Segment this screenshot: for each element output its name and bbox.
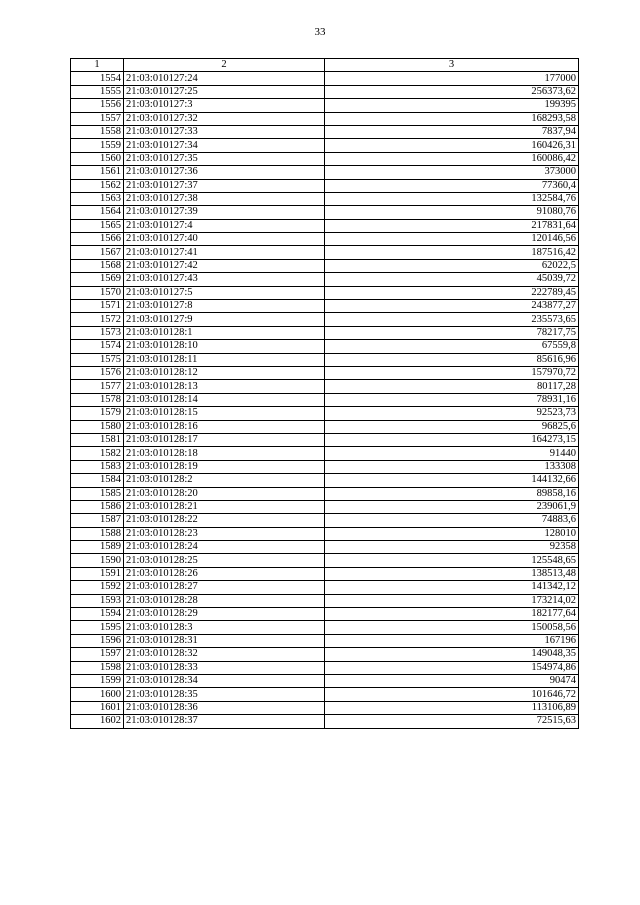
cadastral-number-cell: 21:03:010128:26 bbox=[124, 567, 325, 580]
row-number-cell: 1560 bbox=[71, 152, 124, 165]
value-cell: 160426,31 bbox=[325, 139, 579, 152]
table-row bbox=[71, 353, 579, 366]
table-row bbox=[71, 393, 579, 406]
cadastral-number-cell: 21:03:010128:3 bbox=[124, 621, 325, 634]
table-row bbox=[71, 340, 579, 353]
row-number-cell: 1565 bbox=[71, 219, 124, 232]
table-row bbox=[71, 219, 579, 232]
row-number-cell: 1564 bbox=[71, 206, 124, 219]
table-body bbox=[71, 72, 579, 728]
value-cell: 256373,62 bbox=[325, 85, 579, 98]
cadastral-number-cell: 21:03:010127:24 bbox=[124, 72, 325, 85]
table-row bbox=[71, 192, 579, 205]
cadastral-number-cell: 21:03:010128:35 bbox=[124, 688, 325, 701]
value-cell: 138513,48 bbox=[325, 567, 579, 580]
table-row bbox=[71, 460, 579, 473]
cadastral-number-cell: 21:03:010128:18 bbox=[124, 447, 325, 460]
cadastral-number-cell: 21:03:010128:10 bbox=[124, 340, 325, 353]
cadastral-number-cell: 21:03:010127:4 bbox=[124, 219, 325, 232]
cadastral-number-cell: 21:03:010127:37 bbox=[124, 179, 325, 192]
value-cell: 235573,65 bbox=[325, 313, 579, 326]
land-plot-table bbox=[70, 58, 579, 729]
cadastral-number-cell: 21:03:010128:2 bbox=[124, 474, 325, 487]
value-cell: 182177,64 bbox=[325, 608, 579, 621]
table-row bbox=[71, 567, 579, 580]
cadastral-number-cell: 21:03:010128:13 bbox=[124, 380, 325, 393]
value-cell: 101646,72 bbox=[325, 688, 579, 701]
value-cell: 113106,89 bbox=[325, 701, 579, 714]
row-number-cell: 1584 bbox=[71, 474, 124, 487]
cadastral-number-cell: 21:03:010127:25 bbox=[124, 85, 325, 98]
table-row bbox=[71, 99, 579, 112]
cadastral-number-cell: 21:03:010127:40 bbox=[124, 233, 325, 246]
row-number-cell: 1571 bbox=[71, 300, 124, 313]
value-cell: 222789,45 bbox=[325, 286, 579, 299]
column-header-3: 3 bbox=[325, 59, 579, 72]
row-number-cell: 1555 bbox=[71, 85, 124, 98]
value-cell: 133308 bbox=[325, 460, 579, 473]
value-cell: 92358 bbox=[325, 541, 579, 554]
table-row bbox=[71, 366, 579, 379]
row-number-cell: 1567 bbox=[71, 246, 124, 259]
cadastral-number-cell: 21:03:010128:15 bbox=[124, 407, 325, 420]
table-row bbox=[71, 581, 579, 594]
value-cell: 141342,12 bbox=[325, 581, 579, 594]
value-cell: 45039,72 bbox=[325, 273, 579, 286]
cadastral-number-cell: 21:03:010128:14 bbox=[124, 393, 325, 406]
row-number-cell: 1573 bbox=[71, 326, 124, 339]
cadastral-number-cell: 21:03:010128:36 bbox=[124, 701, 325, 714]
table-row bbox=[71, 206, 579, 219]
value-cell: 132584,76 bbox=[325, 192, 579, 205]
table-row bbox=[71, 514, 579, 527]
row-number-cell: 1598 bbox=[71, 661, 124, 674]
table-row bbox=[71, 166, 579, 179]
row-number-cell: 1591 bbox=[71, 567, 124, 580]
table-row bbox=[71, 300, 579, 313]
table-row bbox=[71, 594, 579, 607]
row-number-cell: 1599 bbox=[71, 674, 124, 687]
row-number-cell: 1582 bbox=[71, 447, 124, 460]
cadastral-number-cell: 21:03:010127:42 bbox=[124, 259, 325, 272]
value-cell: 173214,02 bbox=[325, 594, 579, 607]
value-cell: 187516,42 bbox=[325, 246, 579, 259]
cadastral-number-cell: 21:03:010128:1 bbox=[124, 326, 325, 339]
value-cell: 239061,9 bbox=[325, 500, 579, 513]
table-row bbox=[71, 474, 579, 487]
table-row bbox=[71, 139, 579, 152]
column-header-1: 1 bbox=[71, 59, 124, 72]
row-number-cell: 1559 bbox=[71, 139, 124, 152]
value-cell: 91080,76 bbox=[325, 206, 579, 219]
table-row bbox=[71, 674, 579, 687]
value-cell: 177000 bbox=[325, 72, 579, 85]
value-cell: 67559,8 bbox=[325, 340, 579, 353]
row-number-cell: 1589 bbox=[71, 541, 124, 554]
cadastral-number-cell: 21:03:010127:38 bbox=[124, 192, 325, 205]
table-row bbox=[71, 527, 579, 540]
value-cell: 199395 bbox=[325, 99, 579, 112]
row-number-cell: 1562 bbox=[71, 179, 124, 192]
cadastral-number-cell: 21:03:010127:3 bbox=[124, 99, 325, 112]
table-row bbox=[71, 112, 579, 125]
row-number-cell: 1574 bbox=[71, 340, 124, 353]
table-row bbox=[71, 487, 579, 500]
value-cell: 72515,63 bbox=[325, 715, 579, 728]
value-cell: 85616,96 bbox=[325, 353, 579, 366]
row-number-cell: 1585 bbox=[71, 487, 124, 500]
cadastral-number-cell: 21:03:010127:41 bbox=[124, 246, 325, 259]
row-number-cell: 1581 bbox=[71, 433, 124, 446]
cadastral-number-cell: 21:03:010128:28 bbox=[124, 594, 325, 607]
table-row bbox=[71, 72, 579, 85]
table-row bbox=[71, 608, 579, 621]
row-number-cell: 1579 bbox=[71, 407, 124, 420]
table-row bbox=[71, 313, 579, 326]
value-cell: 217831,64 bbox=[325, 219, 579, 232]
table-row bbox=[71, 715, 579, 728]
table-row bbox=[71, 621, 579, 634]
table-row bbox=[71, 648, 579, 661]
cadastral-number-cell: 21:03:010128:24 bbox=[124, 541, 325, 554]
cadastral-number-cell: 21:03:010127:9 bbox=[124, 313, 325, 326]
row-number-cell: 1590 bbox=[71, 554, 124, 567]
table-row bbox=[71, 273, 579, 286]
row-number-cell: 1580 bbox=[71, 420, 124, 433]
cadastral-number-cell: 21:03:010128:23 bbox=[124, 527, 325, 540]
cadastral-number-cell: 21:03:010127:36 bbox=[124, 166, 325, 179]
value-cell: 167196 bbox=[325, 634, 579, 647]
value-cell: 154974,86 bbox=[325, 661, 579, 674]
cadastral-number-cell: 21:03:010127:43 bbox=[124, 273, 325, 286]
value-cell: 77360,4 bbox=[325, 179, 579, 192]
table-row bbox=[71, 152, 579, 165]
table-row bbox=[71, 634, 579, 647]
row-number-cell: 1597 bbox=[71, 648, 124, 661]
row-number-cell: 1576 bbox=[71, 366, 124, 379]
cadastral-number-cell: 21:03:010128:27 bbox=[124, 581, 325, 594]
table-row bbox=[71, 85, 579, 98]
value-cell: 144132,66 bbox=[325, 474, 579, 487]
value-cell: 128010 bbox=[325, 527, 579, 540]
value-cell: 90474 bbox=[325, 674, 579, 687]
cadastral-number-cell: 21:03:010128:21 bbox=[124, 500, 325, 513]
row-number-cell: 1557 bbox=[71, 112, 124, 125]
table-row bbox=[71, 447, 579, 460]
table-row bbox=[71, 246, 579, 259]
value-cell: 78931,16 bbox=[325, 393, 579, 406]
row-number-cell: 1586 bbox=[71, 500, 124, 513]
cadastral-number-cell: 21:03:010128:17 bbox=[124, 433, 325, 446]
value-cell: 92523,73 bbox=[325, 407, 579, 420]
cadastral-number-cell: 21:03:010128:31 bbox=[124, 634, 325, 647]
page-number: 33 bbox=[314, 26, 326, 38]
cadastral-number-cell: 21:03:010127:33 bbox=[124, 125, 325, 138]
row-number-cell: 1572 bbox=[71, 313, 124, 326]
row-number-cell: 1588 bbox=[71, 527, 124, 540]
value-cell: 157970,72 bbox=[325, 366, 579, 379]
table-row bbox=[71, 433, 579, 446]
value-cell: 62022,5 bbox=[325, 259, 579, 272]
row-number-cell: 1563 bbox=[71, 192, 124, 205]
table-row bbox=[71, 380, 579, 393]
row-number-cell: 1570 bbox=[71, 286, 124, 299]
cadastral-number-cell: 21:03:010127:32 bbox=[124, 112, 325, 125]
value-cell: 96825,6 bbox=[325, 420, 579, 433]
row-number-cell: 1577 bbox=[71, 380, 124, 393]
value-cell: 120146,56 bbox=[325, 233, 579, 246]
cadastral-number-cell: 21:03:010128:20 bbox=[124, 487, 325, 500]
table-row bbox=[71, 500, 579, 513]
value-cell: 80117,28 bbox=[325, 380, 579, 393]
table-row bbox=[71, 541, 579, 554]
table-row bbox=[71, 233, 579, 246]
cadastral-number-cell: 21:03:010128:11 bbox=[124, 353, 325, 366]
table-row bbox=[71, 420, 579, 433]
row-number-cell: 1601 bbox=[71, 701, 124, 714]
value-cell: 373000 bbox=[325, 166, 579, 179]
cadastral-number-cell: 21:03:010128:34 bbox=[124, 674, 325, 687]
cadastral-number-cell: 21:03:010128:19 bbox=[124, 460, 325, 473]
table-row bbox=[71, 688, 579, 701]
table-row bbox=[71, 701, 579, 714]
cadastral-number-cell: 21:03:010128:37 bbox=[124, 715, 325, 728]
row-number-cell: 1558 bbox=[71, 125, 124, 138]
cadastral-number-cell: 21:03:010127:34 bbox=[124, 139, 325, 152]
row-number-cell: 1595 bbox=[71, 621, 124, 634]
value-cell: 78217,75 bbox=[325, 326, 579, 339]
value-cell: 164273,15 bbox=[325, 433, 579, 446]
row-number-cell: 1566 bbox=[71, 233, 124, 246]
row-number-cell: 1561 bbox=[71, 166, 124, 179]
row-number-cell: 1569 bbox=[71, 273, 124, 286]
cadastral-number-cell: 21:03:010128:16 bbox=[124, 420, 325, 433]
row-number-cell: 1593 bbox=[71, 594, 124, 607]
table-row bbox=[71, 259, 579, 272]
row-number-cell: 1592 bbox=[71, 581, 124, 594]
row-number-cell: 1587 bbox=[71, 514, 124, 527]
value-cell: 74883,6 bbox=[325, 514, 579, 527]
table-row bbox=[71, 661, 579, 674]
table-row bbox=[71, 179, 579, 192]
cadastral-number-cell: 21:03:010128:25 bbox=[124, 554, 325, 567]
cadastral-number-cell: 21:03:010128:22 bbox=[124, 514, 325, 527]
row-number-cell: 1578 bbox=[71, 393, 124, 406]
value-cell: 168293,58 bbox=[325, 112, 579, 125]
value-cell: 89858,16 bbox=[325, 487, 579, 500]
table-row bbox=[71, 326, 579, 339]
table-row bbox=[71, 407, 579, 420]
cadastral-number-cell: 21:03:010127:39 bbox=[124, 206, 325, 219]
cadastral-number-cell: 21:03:010128:32 bbox=[124, 648, 325, 661]
value-cell: 7837,94 bbox=[325, 125, 579, 138]
cadastral-number-cell: 21:03:010128:33 bbox=[124, 661, 325, 674]
value-cell: 160086,42 bbox=[325, 152, 579, 165]
row-number-cell: 1602 bbox=[71, 715, 124, 728]
cadastral-number-cell: 21:03:010128:29 bbox=[124, 608, 325, 621]
cadastral-number-cell: 21:03:010128:12 bbox=[124, 366, 325, 379]
row-number-cell: 1568 bbox=[71, 259, 124, 272]
table-row bbox=[71, 125, 579, 138]
table-header-row bbox=[71, 59, 579, 72]
cadastral-number-cell: 21:03:010127:8 bbox=[124, 300, 325, 313]
table-row bbox=[71, 554, 579, 567]
cadastral-number-cell: 21:03:010127:35 bbox=[124, 152, 325, 165]
value-cell: 150058,56 bbox=[325, 621, 579, 634]
row-number-cell: 1596 bbox=[71, 634, 124, 647]
value-cell: 91440 bbox=[325, 447, 579, 460]
row-number-cell: 1600 bbox=[71, 688, 124, 701]
value-cell: 149048,35 bbox=[325, 648, 579, 661]
row-number-cell: 1554 bbox=[71, 72, 124, 85]
row-number-cell: 1583 bbox=[71, 460, 124, 473]
row-number-cell: 1556 bbox=[71, 99, 124, 112]
cadastral-number-cell: 21:03:010127:5 bbox=[124, 286, 325, 299]
column-header-2: 2 bbox=[124, 59, 325, 72]
row-number-cell: 1594 bbox=[71, 608, 124, 621]
row-number-cell: 1575 bbox=[71, 353, 124, 366]
value-cell: 243877,27 bbox=[325, 300, 579, 313]
table-row bbox=[71, 286, 579, 299]
value-cell: 125548,65 bbox=[325, 554, 579, 567]
